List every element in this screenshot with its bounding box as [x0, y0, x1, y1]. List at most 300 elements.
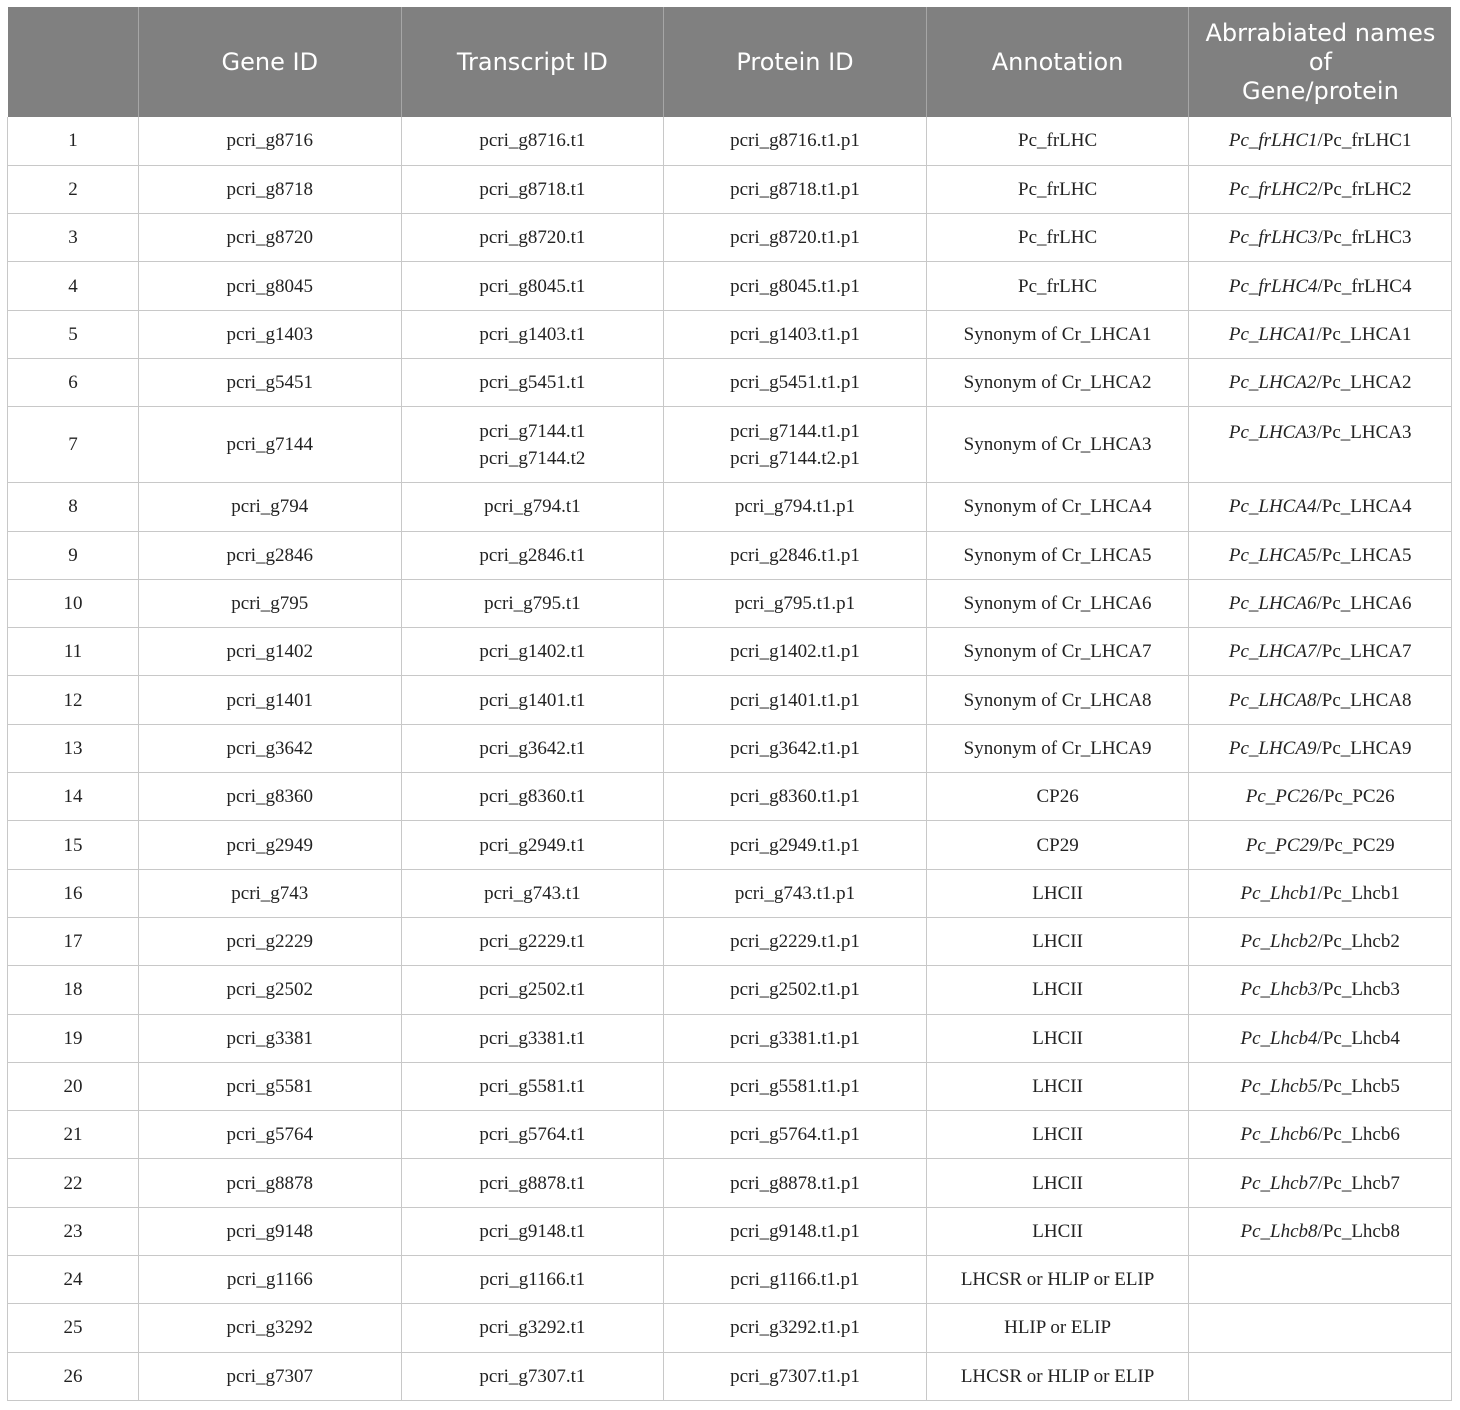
table-row — [8, 358, 1452, 406]
annotation-cell: LHCII — [926, 1062, 1189, 1110]
transcript-id-cell — [401, 773, 664, 821]
table-body — [8, 117, 1452, 1400]
table-row — [8, 1111, 1452, 1159]
gene-id-cell: pcri_g2846 — [139, 531, 402, 579]
transcript-id-cell — [401, 262, 664, 310]
gene-id-cell: pcri_g2949 — [139, 821, 402, 869]
table-row — [8, 1062, 1452, 1110]
protein-id: pcri_g8718.t1.p1 — [730, 178, 860, 200]
gene-table-container — [7, 7, 1451, 1401]
annotation-cell: CP29 — [926, 821, 1189, 869]
row-index-cell: 17 — [8, 917, 139, 965]
protein-id-cell — [664, 579, 927, 627]
gene-id-cell: pcri_g3642 — [139, 724, 402, 772]
abbreviated-name-cell — [1189, 531, 1452, 579]
protein-id: pcri_g9148.t1.p1 — [730, 1220, 860, 1242]
transcript-id: pcri_g743.t1 — [484, 882, 581, 904]
annotation-cell: Pc_frLHC — [926, 165, 1189, 213]
gene-id-cell: pcri_g3292 — [139, 1304, 402, 1352]
abbr-protein-name: Pc_Lhcb6 — [1322, 1124, 1400, 1146]
protein-id-cell — [664, 214, 927, 262]
protein-id: pcri_g8720.t1.p1 — [730, 227, 860, 249]
abbr-separator: / — [1316, 372, 1322, 394]
protein-id-cell — [664, 165, 927, 213]
abbr-gene-name: Pc_frLHC1 — [1228, 130, 1318, 152]
annotation-cell: Pc_frLHC — [926, 262, 1189, 310]
table-row — [8, 724, 1452, 772]
abbr-separator: / — [1316, 496, 1322, 518]
abbr-protein-name: Pc_LHCA7 — [1321, 641, 1412, 663]
protein-id: pcri_g743.t1.p1 — [734, 882, 856, 904]
abbr-separator: / — [1317, 979, 1323, 1001]
annotation-cell: Synonym of Cr_LHCA5 — [926, 531, 1189, 579]
abbr-protein-name: Pc_LHCA6 — [1321, 593, 1412, 615]
protein-id: pcri_g3292.t1.p1 — [730, 1317, 860, 1339]
gene-id-cell: pcri_g8045 — [139, 262, 402, 310]
annotation-cell: LHCII — [926, 1207, 1189, 1255]
protein-id: pcri_g3642.t1.p1 — [730, 737, 860, 759]
abbr-separator: / — [1317, 227, 1323, 249]
table-row — [8, 1352, 1452, 1400]
abbr-separator: / — [1317, 1220, 1323, 1242]
protein-id-cell — [664, 310, 927, 358]
abbreviated-name-cell — [1189, 262, 1452, 310]
abbr-protein-name: Pc_Lhcb8 — [1322, 1220, 1400, 1242]
annotation-cell: LHCSR or HLIP or ELIP — [926, 1352, 1189, 1400]
abbreviated-name-cell — [1189, 821, 1452, 869]
transcript-id-cell — [401, 531, 664, 579]
transcript-id: pcri_g8720.t1 — [479, 227, 586, 249]
abbr-separator: / — [1316, 323, 1322, 345]
table-row — [8, 966, 1452, 1014]
protein-id: pcri_g1166.t1.p1 — [730, 1269, 860, 1291]
abbr-protein-name: Pc_Lhcb2 — [1322, 931, 1400, 953]
gene-id-cell: pcri_g5764 — [139, 1111, 402, 1159]
abbr-gene-name: Pc_Lhcb1 — [1240, 882, 1318, 904]
transcript-id-cell — [401, 676, 664, 724]
protein-id: pcri_g7144.t2.p1 — [730, 447, 860, 469]
abbr-protein-name: Pc_frLHC4 — [1322, 275, 1412, 297]
protein-id: pcri_g8045.t1.p1 — [730, 275, 860, 297]
abbr-separator: / — [1317, 882, 1323, 904]
annotation-cell: LHCII — [926, 917, 1189, 965]
annotation-cell: Synonym of Cr_LHCA6 — [926, 579, 1189, 627]
header-index — [8, 7, 139, 117]
gene-id-cell: pcri_g8360 — [139, 773, 402, 821]
transcript-id-cell — [401, 579, 664, 627]
abbr-protein-name: Pc_PC29 — [1323, 834, 1395, 856]
transcript-id: pcri_g2229.t1 — [479, 931, 586, 953]
protein-id-cell — [664, 1014, 927, 1062]
annotation-cell: Pc_frLHC — [926, 117, 1189, 165]
annotation-cell: Synonym of Cr_LHCA7 — [926, 628, 1189, 676]
abbr-separator: / — [1316, 641, 1322, 663]
protein-id: pcri_g1401.t1.p1 — [730, 689, 860, 711]
abbreviated-name-cell — [1189, 358, 1452, 406]
transcript-id-cell — [401, 1159, 664, 1207]
abbr-separator: / — [1316, 422, 1322, 444]
annotation-cell: Synonym of Cr_LHCA2 — [926, 358, 1189, 406]
row-index-cell: 25 — [8, 1304, 139, 1352]
transcript-id: pcri_g2846.t1 — [479, 544, 586, 566]
abbreviated-name-cell — [1189, 869, 1452, 917]
row-index-cell: 1 — [8, 117, 139, 165]
abbreviated-name-cell — [1189, 1014, 1452, 1062]
abbr-gene-name: Pc_PC29 — [1245, 834, 1319, 856]
row-index-cell: 23 — [8, 1207, 139, 1255]
abbr-gene-name: Pc_Lhcb8 — [1240, 1220, 1318, 1242]
transcript-id-cell — [401, 917, 664, 965]
transcript-id: pcri_g7307.t1 — [479, 1365, 586, 1387]
annotation-cell: Synonym of Cr_LHCA9 — [926, 724, 1189, 772]
abbr-protein-name: Pc_frLHC2 — [1322, 178, 1412, 200]
abbreviated-name-cell — [1189, 407, 1452, 483]
transcript-id: pcri_g3642.t1 — [479, 737, 586, 759]
table-row — [8, 579, 1452, 627]
protein-id: pcri_g3381.t1.p1 — [730, 1027, 860, 1049]
abbr-protein-name: Pc_frLHC1 — [1322, 130, 1412, 152]
row-index-cell: 21 — [8, 1111, 139, 1159]
gene-id-cell: pcri_g2502 — [139, 966, 402, 1014]
header-gene-id: Gene ID — [139, 7, 402, 117]
protein-id: pcri_g2502.t1.p1 — [730, 979, 860, 1001]
abbr-separator: / — [1318, 834, 1324, 856]
protein-id-cell — [664, 1256, 927, 1304]
transcript-id-cell — [401, 628, 664, 676]
abbr-protein-name: Pc_Lhcb3 — [1322, 979, 1400, 1001]
abbreviated-name-cell — [1189, 579, 1452, 627]
protein-id-cell — [664, 1062, 927, 1110]
protein-id: pcri_g2229.t1.p1 — [730, 931, 860, 953]
header-row — [8, 7, 1452, 117]
transcript-id-cell — [401, 724, 664, 772]
abbr-protein-name: Pc_LHCA5 — [1321, 544, 1412, 566]
row-index-cell: 13 — [8, 724, 139, 772]
abbreviated-name-cell — [1189, 117, 1452, 165]
protein-id-cell — [664, 1304, 927, 1352]
protein-id: pcri_g2846.t1.p1 — [730, 544, 860, 566]
protein-id-cell — [664, 869, 927, 917]
row-index-cell: 16 — [8, 869, 139, 917]
annotation-cell: LHCSR or HLIP or ELIP — [926, 1256, 1189, 1304]
row-index-cell: 12 — [8, 676, 139, 724]
abbreviated-name-cell — [1189, 1256, 1452, 1304]
abbr-protein-name: Pc_Lhcb7 — [1322, 1172, 1400, 1194]
abbreviated-name-cell — [1189, 1159, 1452, 1207]
protein-id-cell — [664, 483, 927, 531]
abbreviated-name-cell — [1189, 676, 1452, 724]
transcript-id: pcri_g9148.t1 — [479, 1220, 586, 1242]
header-protein-id: Protein ID — [664, 7, 927, 117]
protein-id-cell — [664, 676, 927, 724]
abbr-gene-name: Pc_frLHC2 — [1228, 178, 1318, 200]
table-row — [8, 821, 1452, 869]
abbr-separator: / — [1317, 1172, 1323, 1194]
table-row — [8, 165, 1452, 213]
annotation-cell: HLIP or ELIP — [926, 1304, 1189, 1352]
protein-id-cell — [664, 1111, 927, 1159]
abbreviated-name-cell — [1189, 214, 1452, 262]
annotation-cell: Synonym of Cr_LHCA8 — [926, 676, 1189, 724]
annotation-cell: Pc_frLHC — [926, 214, 1189, 262]
header-abbreviated-names — [1189, 7, 1452, 117]
abbr-gene-name: Pc_Lhcb5 — [1240, 1075, 1318, 1097]
header-abbr-line-1: Abrrabiated names — [1205, 18, 1436, 47]
transcript-id-cell — [401, 1304, 664, 1352]
row-index-cell: 4 — [8, 262, 139, 310]
abbreviated-name-cell — [1189, 917, 1452, 965]
protein-id-cell — [664, 531, 927, 579]
table-row — [8, 310, 1452, 358]
abbr-gene-name: Pc_frLHC3 — [1228, 227, 1318, 249]
abbr-protein-name: Pc_Lhcb1 — [1322, 882, 1400, 904]
abbr-gene-name: Pc_LHCA6 — [1228, 593, 1317, 615]
abbr-protein-name: Pc_Lhcb4 — [1322, 1027, 1400, 1049]
table-row — [8, 531, 1452, 579]
row-index-cell: 11 — [8, 628, 139, 676]
gene-id-cell: pcri_g1401 — [139, 676, 402, 724]
protein-id: pcri_g5764.t1.p1 — [730, 1124, 860, 1146]
abbr-gene-name: Pc_LHCA3 — [1228, 422, 1317, 444]
gene-id-cell: pcri_g2229 — [139, 917, 402, 965]
row-index-cell: 26 — [8, 1352, 139, 1400]
transcript-id-cell — [401, 310, 664, 358]
gene-id-cell: pcri_g795 — [139, 579, 402, 627]
abbr-separator: / — [1317, 1027, 1323, 1049]
header-transcript-id: Transcript ID — [401, 7, 664, 117]
abbreviated-name-cell — [1189, 1062, 1452, 1110]
transcript-id-cell — [401, 1207, 664, 1255]
abbreviated-name-cell — [1189, 1111, 1452, 1159]
table-row — [8, 773, 1452, 821]
header-abbr-line-3: Gene/protein — [1242, 76, 1399, 105]
protein-id: pcri_g7307.t1.p1 — [730, 1365, 860, 1387]
transcript-id: pcri_g1166.t1 — [479, 1269, 586, 1291]
annotation-cell: CP26 — [926, 773, 1189, 821]
abbreviated-name-cell — [1189, 1352, 1452, 1400]
transcript-id: pcri_g7144.t1 — [479, 420, 586, 442]
abbreviated-name-cell — [1189, 483, 1452, 531]
gene-id-cell: pcri_g9148 — [139, 1207, 402, 1255]
abbr-gene-name: Pc_LHCA5 — [1228, 544, 1317, 566]
gene-id-cell: pcri_g7307 — [139, 1352, 402, 1400]
abbreviated-name-cell — [1189, 724, 1452, 772]
abbr-separator: / — [1318, 786, 1324, 808]
transcript-id: pcri_g5581.t1 — [479, 1075, 586, 1097]
abbr-gene-name: Pc_LHCA1 — [1228, 323, 1317, 345]
annotation-cell: Synonym of Cr_LHCA3 — [926, 407, 1189, 483]
abbr-separator: / — [1316, 593, 1322, 615]
abbreviated-name-cell — [1189, 773, 1452, 821]
abbreviated-name-cell — [1189, 628, 1452, 676]
protein-id: pcri_g8878.t1.p1 — [730, 1172, 860, 1194]
protein-id-cell — [664, 1159, 927, 1207]
gene-id-cell: pcri_g743 — [139, 869, 402, 917]
row-index-cell: 18 — [8, 966, 139, 1014]
annotation-cell: LHCII — [926, 1111, 1189, 1159]
transcript-id: pcri_g3381.t1 — [479, 1027, 586, 1049]
abbr-separator: / — [1316, 544, 1322, 566]
abbr-gene-name: Pc_Lhcb7 — [1240, 1172, 1318, 1194]
protein-id-cell — [664, 117, 927, 165]
row-index-cell: 5 — [8, 310, 139, 358]
transcript-id: pcri_g8045.t1 — [479, 275, 586, 297]
gene-id-cell: pcri_g8716 — [139, 117, 402, 165]
row-index-cell: 15 — [8, 821, 139, 869]
header-annotation: Annotation — [926, 7, 1189, 117]
row-index-cell: 20 — [8, 1062, 139, 1110]
transcript-id: pcri_g8716.t1 — [479, 130, 586, 152]
table-row — [8, 262, 1452, 310]
transcript-id: pcri_g8718.t1 — [479, 178, 586, 200]
transcript-id: pcri_g1401.t1 — [479, 689, 586, 711]
row-index-cell: 10 — [8, 579, 139, 627]
table-row — [8, 214, 1452, 262]
abbr-gene-name: Pc_LHCA4 — [1228, 496, 1317, 518]
abbr-protein-name: Pc_LHCA1 — [1321, 323, 1412, 345]
protein-id: pcri_g7144.t1.p1 — [730, 420, 860, 442]
gene-id-cell: pcri_g1166 — [139, 1256, 402, 1304]
protein-id: pcri_g794.t1.p1 — [734, 496, 856, 518]
transcript-id-cell — [401, 1014, 664, 1062]
abbr-gene-name: Pc_frLHC4 — [1228, 275, 1318, 297]
transcript-id: pcri_g1402.t1 — [479, 641, 586, 663]
abbr-protein-name: Pc_LHCA2 — [1321, 372, 1412, 394]
protein-id-cell — [664, 407, 927, 483]
transcript-id: pcri_g8878.t1 — [479, 1172, 586, 1194]
row-index-cell: 2 — [8, 165, 139, 213]
row-index-cell: 7 — [8, 407, 139, 483]
abbr-protein-name: Pc_PC26 — [1323, 786, 1395, 808]
row-index-cell: 22 — [8, 1159, 139, 1207]
gene-id-cell: pcri_g3381 — [139, 1014, 402, 1062]
protein-id-cell — [664, 773, 927, 821]
abbr-separator: / — [1316, 689, 1322, 711]
gene-id-cell: pcri_g7144 — [139, 407, 402, 483]
protein-id: pcri_g5451.t1.p1 — [730, 372, 860, 394]
transcript-id-cell — [401, 1352, 664, 1400]
protein-id-cell — [664, 1352, 927, 1400]
annotation-cell: LHCII — [926, 1159, 1189, 1207]
abbr-separator: / — [1317, 931, 1323, 953]
annotation-cell: Synonym of Cr_LHCA1 — [926, 310, 1189, 358]
abbr-separator: / — [1317, 178, 1323, 200]
gene-id-cell: pcri_g8720 — [139, 214, 402, 262]
header-abbr-line-2: of — [1308, 47, 1332, 76]
transcript-id: pcri_g795.t1 — [484, 593, 581, 615]
transcript-id: pcri_g5451.t1 — [479, 372, 586, 394]
table-row — [8, 1014, 1452, 1062]
abbr-protein-name: Pc_LHCA9 — [1321, 737, 1412, 759]
abbr-protein-name: Pc_Lhcb5 — [1322, 1075, 1400, 1097]
abbr-gene-name: Pc_LHCA2 — [1228, 372, 1317, 394]
abbr-protein-name: Pc_LHCA3 — [1321, 422, 1412, 444]
protein-id-cell — [664, 1207, 927, 1255]
protein-id: pcri_g1402.t1.p1 — [730, 641, 860, 663]
row-index-cell: 24 — [8, 1256, 139, 1304]
protein-id-cell — [664, 917, 927, 965]
transcript-id: pcri_g794.t1 — [484, 496, 581, 518]
abbr-gene-name: Pc_LHCA9 — [1228, 737, 1317, 759]
abbr-gene-name: Pc_Lhcb6 — [1240, 1124, 1318, 1146]
abbr-gene-name: Pc_LHCA7 — [1228, 641, 1317, 663]
table-row — [8, 676, 1452, 724]
transcript-id: pcri_g1403.t1 — [479, 323, 586, 345]
table-row — [8, 869, 1452, 917]
abbreviated-name-cell — [1189, 165, 1452, 213]
abbr-gene-name: Pc_PC26 — [1245, 786, 1319, 808]
transcript-id: pcri_g3292.t1 — [479, 1317, 586, 1339]
table-row — [8, 117, 1452, 165]
protein-id-cell — [664, 628, 927, 676]
transcript-id: pcri_g2949.t1 — [479, 834, 586, 856]
table-row — [8, 917, 1452, 965]
protein-id: pcri_g1403.t1.p1 — [730, 323, 860, 345]
gene-id-cell: pcri_g5451 — [139, 358, 402, 406]
table-row — [8, 483, 1452, 531]
annotation-cell: LHCII — [926, 869, 1189, 917]
protein-id-cell — [664, 821, 927, 869]
protein-id: pcri_g8360.t1.p1 — [730, 786, 860, 808]
transcript-id: pcri_g7144.t2 — [479, 447, 586, 469]
annotation-cell: LHCII — [926, 1014, 1189, 1062]
protein-id-cell — [664, 724, 927, 772]
row-index-cell: 19 — [8, 1014, 139, 1062]
table-row — [8, 1207, 1452, 1255]
transcript-id-cell — [401, 407, 664, 483]
transcript-id-cell — [401, 165, 664, 213]
transcript-id-cell — [401, 1256, 664, 1304]
gene-table — [7, 7, 1452, 1401]
abbr-gene-name: Pc_LHCA8 — [1228, 689, 1317, 711]
abbreviated-name-cell — [1189, 966, 1452, 1014]
row-index-cell: 3 — [8, 214, 139, 262]
abbreviated-name-cell — [1189, 1304, 1452, 1352]
row-index-cell: 9 — [8, 531, 139, 579]
protein-id-cell — [664, 262, 927, 310]
gene-id-cell: pcri_g1402 — [139, 628, 402, 676]
transcript-id: pcri_g2502.t1 — [479, 979, 586, 1001]
abbr-separator: / — [1317, 275, 1323, 297]
abbr-separator: / — [1316, 737, 1322, 759]
annotation-cell: LHCII — [926, 966, 1189, 1014]
abbr-gene-name: Pc_Lhcb3 — [1240, 979, 1318, 1001]
transcript-id: pcri_g8360.t1 — [479, 786, 586, 808]
abbr-separator: / — [1317, 130, 1323, 152]
transcript-id-cell — [401, 821, 664, 869]
protein-id-cell — [664, 966, 927, 1014]
transcript-id-cell — [401, 214, 664, 262]
gene-id-cell: pcri_g8718 — [139, 165, 402, 213]
abbr-protein-name: Pc_LHCA4 — [1321, 496, 1412, 518]
gene-id-cell: pcri_g5581 — [139, 1062, 402, 1110]
transcript-id-cell — [401, 966, 664, 1014]
protein-id: pcri_g2949.t1.p1 — [730, 834, 860, 856]
transcript-id-cell — [401, 1111, 664, 1159]
gene-id-cell: pcri_g8878 — [139, 1159, 402, 1207]
protein-id: pcri_g795.t1.p1 — [734, 593, 856, 615]
abbr-gene-name: Pc_Lhcb2 — [1240, 931, 1318, 953]
table-row — [8, 407, 1452, 483]
protein-id: pcri_g8716.t1.p1 — [730, 130, 860, 152]
table-row — [8, 1304, 1452, 1352]
abbr-separator: / — [1317, 1075, 1323, 1097]
abbreviated-name-cell — [1189, 1207, 1452, 1255]
annotation-cell: Synonym of Cr_LHCA4 — [926, 483, 1189, 531]
table-row — [8, 1256, 1452, 1304]
row-index-cell: 6 — [8, 358, 139, 406]
abbreviated-name-cell — [1189, 310, 1452, 358]
